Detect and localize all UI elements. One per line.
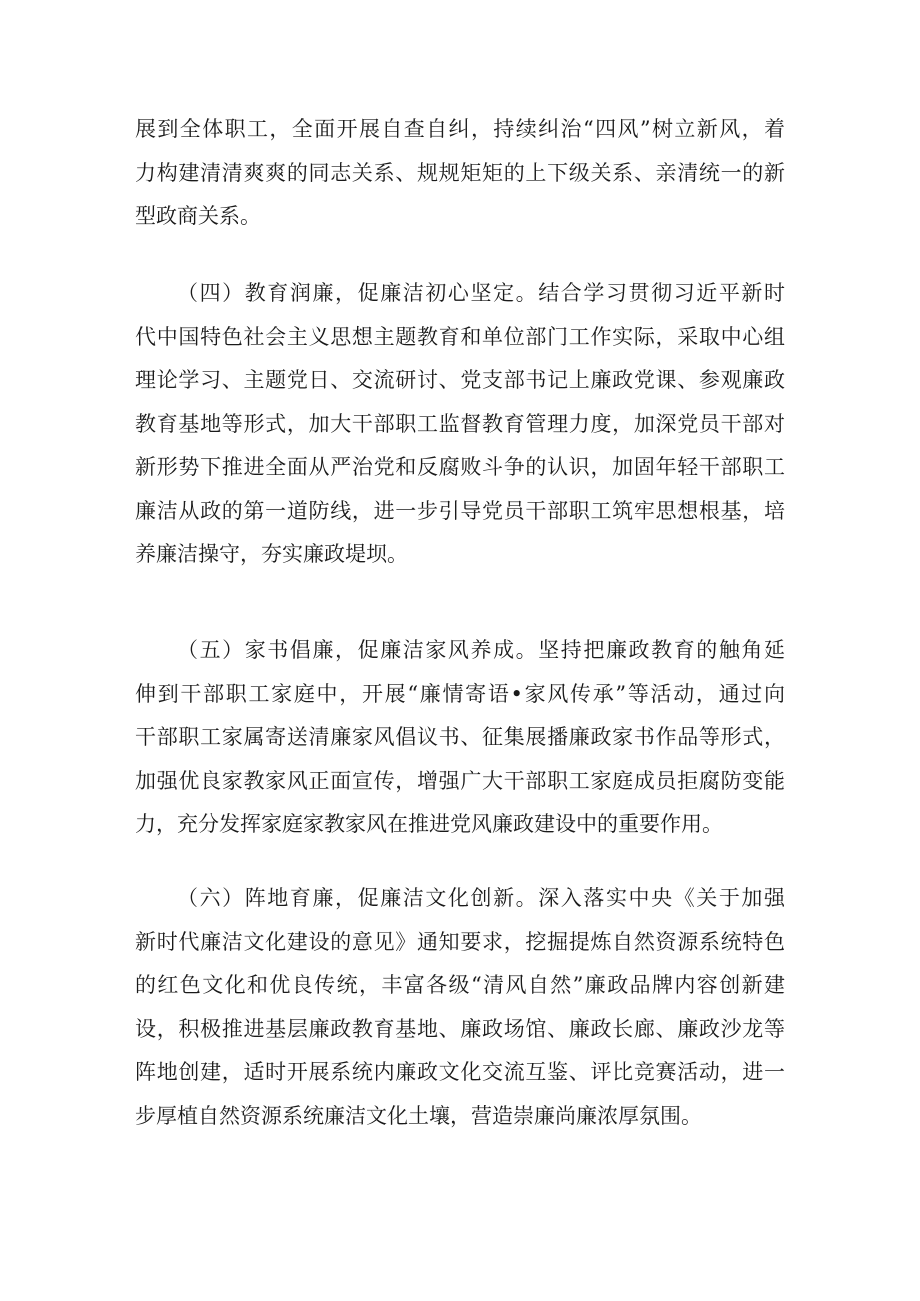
text-line: 廉洁从政的第一道防线，进一步引导党员干部职工筑牢思想根基，培 (135, 498, 785, 523)
text-line: 型政商关系。 (135, 204, 261, 228)
text-line: 干部职工家属寄送清廉家风倡议书、征集展播廉政家书作品等形式， (135, 725, 785, 749)
text-line: 力，充分发挥家庭家教家风在推进党风廉政建设中的重要作用。 (135, 812, 723, 836)
text-line: （六）阵地育廉，促廉洁文化创新。深入落实中央《关于加强 (177, 886, 785, 910)
text-line: 步厚植自然资源系统廉洁文化土壤，营造崇廉尚廉浓厚氛围。 (135, 1103, 702, 1128)
text-line: 伸到干部职工家庭中，开展“廉情寄语•家风传承”等活动，通过向 (135, 681, 785, 706)
paragraph-continuation (135, 108, 785, 239)
text-line: 理论学习、主题党日、交流研讨、党支部书记上廉政党课、参观廉政 (135, 368, 785, 392)
text-line: 新时代廉洁文化建设的意见》通知要求，挖掘提炼自然资源系统特色 (135, 929, 785, 954)
paragraph-section-4 (135, 272, 785, 577)
paragraph-section-6 (135, 877, 785, 1138)
text-line: 养廉洁操守，夯实廉政堤坝。 (135, 542, 408, 566)
text-line: 新形势下推进全面从严治党和反腐败斗争的认识，加固年轻干部职工 (135, 455, 785, 479)
paragraph-section-5 (135, 629, 785, 847)
text-line: 教育基地等形式，加大干部职工监督教育管理力度，加深党员干部对 (135, 411, 785, 436)
text-line: （五）家书倡廉，促廉洁家风养成。坚持把廉政教育的触角延 (177, 638, 785, 662)
text-line: 阵地创建，适时开展系统内廉政文化交流互鉴、评比竞赛活动，进一 (135, 1060, 785, 1084)
text-line: 加强优良家教家风正面宣传，增强广大干部职工家庭成员拒腐防变能 (135, 768, 785, 793)
text-line: 力构建清清爽爽的同志关系、规规矩矩的上下级关系、亲清统一的新 (135, 160, 785, 185)
text-line: （四）教育润廉，促廉洁初心坚定。结合学习贯彻习近平新时 (177, 281, 785, 305)
text-line: 代中国特色社会主义思想主题教育和单位部门工作实际，采取中心组 (135, 324, 785, 349)
text-line: 设，积极推进基层廉政教育基地、廉政场馆、廉政长廊、廉政沙龙等 (135, 1016, 785, 1041)
text-line: 展到全体职工，全面开展自查自纠，持续纠治“四风”树立新风，着 (135, 117, 785, 141)
text-line: 的红色文化和优良传统，丰富各级“清风自然”廉政品牌内容创新建 (135, 973, 785, 997)
